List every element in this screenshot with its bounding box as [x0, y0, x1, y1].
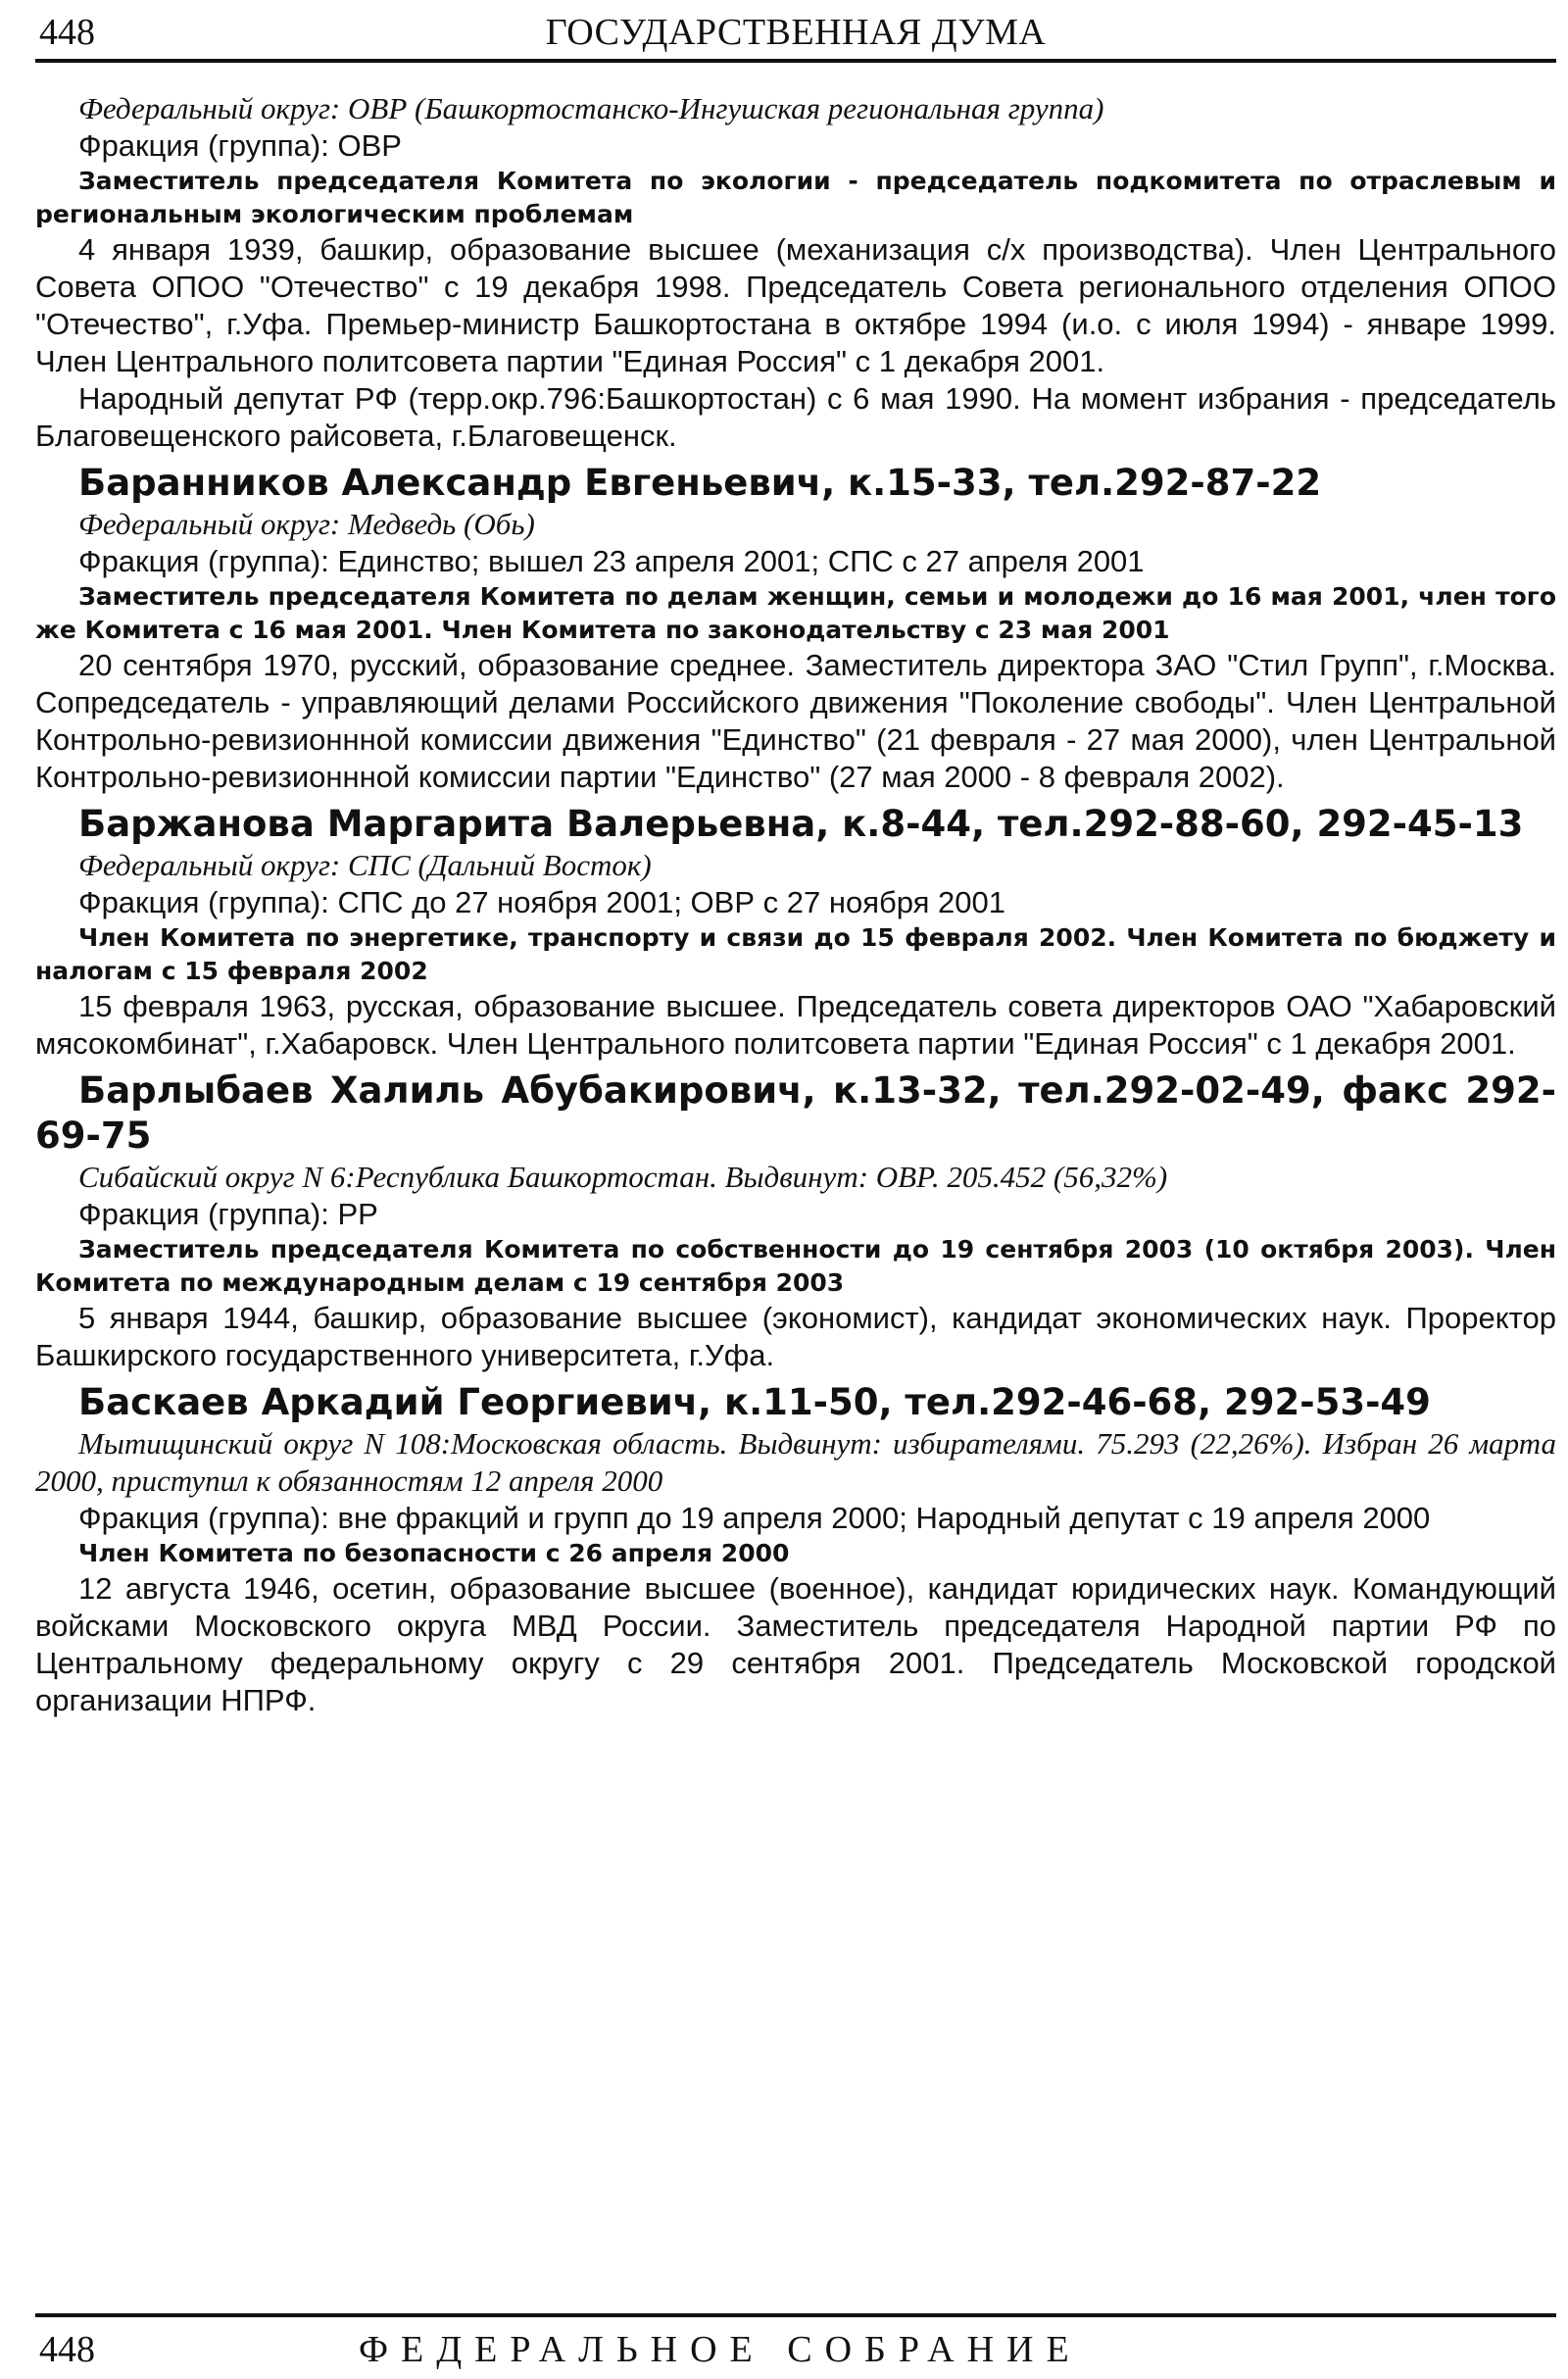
- district: Федеральный округ: Медведь (Обь): [78, 507, 535, 541]
- bio: 20 сентября 1970, русский, образование среднее. Заместитель директора ЗАО "Стил Групп", г.Москва. Сопредседатель - управляющий делами Российского движения "Поколение свободы". Член Центральной Контрольно-ревизионнной комиссии движения "Единство" (21 февраля - 27 мая 2000), член Центральной Контрольно-ревизионнной комиссии партии "Единство" (27 мая 2000 - 8 февраля 2002).: [35, 648, 1556, 794]
- faction: Фракция (группа): ОВР: [78, 128, 402, 163]
- deputy-name: Баскаев Аркадий Георгиевич, к.11-50, тел.292-46-68, 292-53-49: [78, 1381, 1431, 1423]
- header-rule: [35, 59, 1556, 63]
- bio: 5 января 1944, башкир, образование высшее (экономист), кандидат экономических наук. Проректор Башкирского государственного университета, г.Уфа.: [35, 1301, 1556, 1372]
- district: Федеральный округ: ОВР (Башкортостанско-Ингушская региональная группа): [78, 91, 1104, 125]
- deputy-name: Баржанова Маргарита Валерьевна, к.8-44, тел.292-88-60, 292-45-13: [78, 803, 1524, 845]
- district: Федеральный округ: СПС (Дальний Восток): [78, 848, 652, 882]
- page: [35, 0, 1556, 2379]
- footer-page-number: 448: [39, 2329, 95, 2370]
- entry: [35, 802, 1556, 1063]
- running-footer: [35, 2327, 1556, 2372]
- committee: Заместитель председателя Комитета по экологии - председатель подкомитета по отраслевым и региональным экологическим проблемам: [35, 167, 1556, 228]
- entry: [35, 1068, 1556, 1374]
- deputy-name: Баранников Александр Евгеньевич, к.15-33, тел.292-87-22: [78, 462, 1322, 504]
- committee: Заместитель председателя Комитета по собственности до 19 сентября 2003 (10 октября 2003). Член Комитета по международным делам с 19 сентября 2003: [35, 1235, 1556, 1297]
- committee: Член Комитета по энергетике, транспорту и связи до 15 февраля 2002. Член Комитета по бюджету и налогам с 15 февраля 2002: [35, 923, 1556, 985]
- district: Мытищинский округ N 108:Московская область. Выдвинут: избирателями. 75.293 (22,26%). Избран 26 марта 2000, приступил к обязанностям 12 апреля 2000: [35, 1426, 1556, 1498]
- footer-title: ФЕДЕРАЛЬНОЕ СОБРАНИЕ: [359, 2329, 1082, 2370]
- faction: Фракция (группа): РР: [78, 1197, 378, 1231]
- bio: Народный депутат РФ (терр.окр.796:Башкортостан) с 6 мая 1990. На момент избрания - председатель Благовещенского райсовета, г.Благовещенск.: [35, 381, 1556, 453]
- district: Сибайский округ N 6:Республика Башкортостан. Выдвинут: ОВР. 205.452 (56,32%): [78, 1160, 1168, 1194]
- footer-rule: [35, 2313, 1556, 2317]
- entry: [35, 1380, 1556, 1719]
- committee: Заместитель председателя Комитета по делам женщин, семьи и молодежи до 16 мая 2001, член того же Комитета с 16 мая 2001. Член Комитета по законодательству с 23 мая 2001: [35, 582, 1556, 644]
- header-title: ГОСУДАРСТВЕННАЯ ДУМА: [545, 12, 1047, 53]
- entry: [35, 461, 1556, 796]
- faction: Фракция (группа): Единство; вышел 23 апреля 2001; СПС с 27 апреля 2001: [78, 544, 1145, 578]
- bio: 12 августа 1946, осетин, образование высшее (военное), кандидат юридических наук. Командующий войсками Московского округа МВД России. Заместитель председателя Народной партии РФ по Центральному федеральному округу с 29 сентября 2001. Председатель Московской городской организации НПРФ.: [35, 1571, 1556, 1717]
- faction: Фракция (группа): вне фракций и групп до 19 апреля 2000; Народный депутат с 19 апреля 2000: [78, 1501, 1431, 1535]
- bio: 15 февраля 1963, русская, образование высшее. Председатель совета директоров ОАО "Хабаровский мясокомбинат", г.Хабаровск. Член Центрального политсовета партии "Единая Россия" с 1 декабря 2001.: [35, 989, 1556, 1061]
- committee: Член Комитета по безопасности с 26 апреля 2000: [78, 1539, 790, 1567]
- deputy-name: Барлыбаев Халиль Абубакирович, к.13-32, тел.292-02-49, факс 292-69-75: [35, 1069, 1556, 1157]
- bio: 4 января 1939, башкир, образование высшее (механизация с/х производства). Член Центрального Совета ОПОО "Отечество" с 19 декабря 1998. Председатель Совета регионального отделения ОПОО "Отечество", г.Уфа. Премьер-министр Башкортостана в октябре 1994 (и.о. с июля 1994) - январе 1999. Член Центрального политсовета партии "Единая Россия" с 1 декабря 2001.: [35, 232, 1556, 378]
- running-header: [35, 8, 1556, 57]
- entry-intro: [35, 90, 1556, 455]
- faction: Фракция (группа): СПС до 27 ноября 2001; ОВР с 27 ноября 2001: [78, 885, 1005, 919]
- header-page-number: 448: [39, 12, 95, 53]
- content: [35, 90, 1556, 1719]
